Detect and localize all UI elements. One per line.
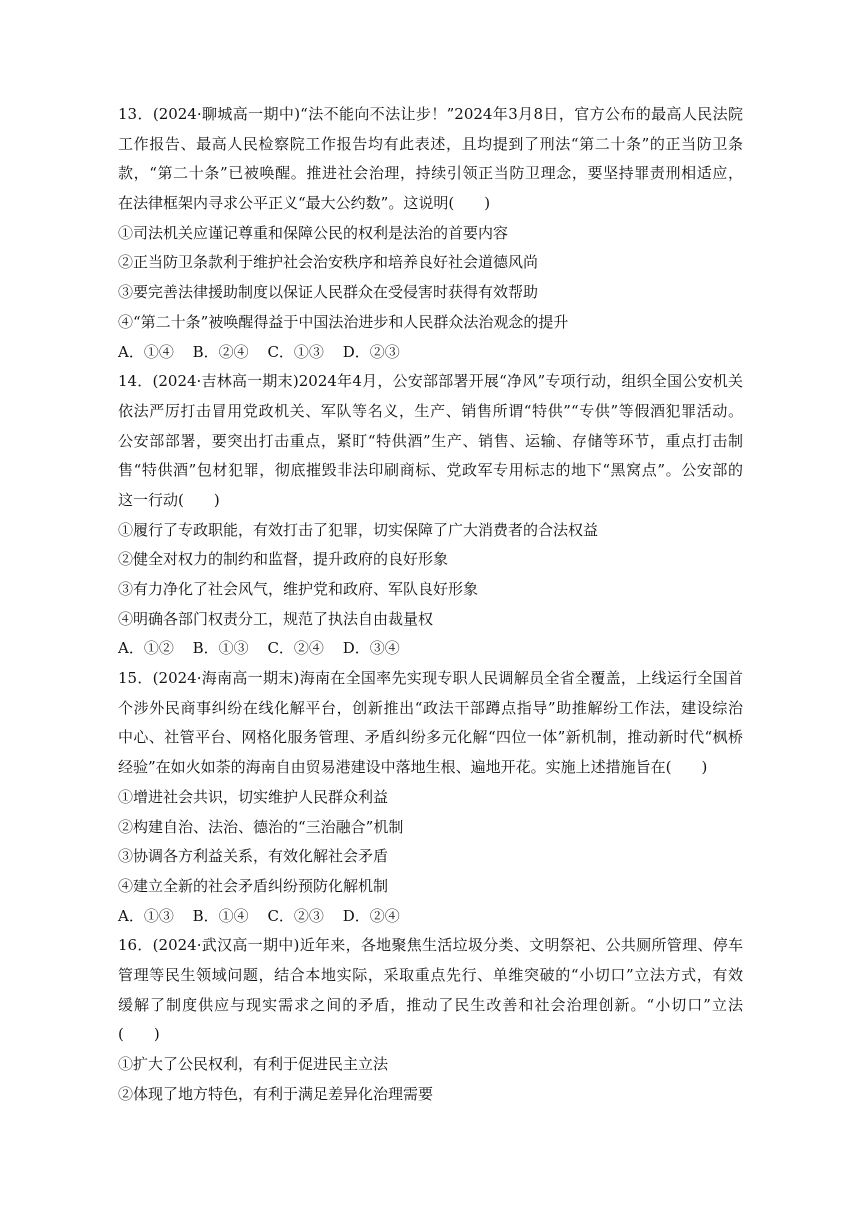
- option-2: ②健全对权力的制约和监督，提升政府的良好形象: [118, 550, 449, 569]
- option-2: ②体现了地方特色，有利于满足差异化治理需要: [118, 1084, 434, 1103]
- option-3: ③要完善法律援助制度以保证人民群众在受侵害时获得有效帮助: [118, 283, 539, 302]
- option-1: ①增进社会共识，切实维护人民群众利益: [118, 787, 389, 806]
- question-stem-line: 13．(2024·聊城高一期中)“法不能向不法让步！”2024年3月8日，官方公布的最高人民法院: [118, 105, 743, 123]
- answer-d: D．②③: [342, 342, 400, 361]
- answer-d: D．②④: [342, 906, 400, 925]
- answer-b: B．①④: [192, 906, 249, 925]
- question-stem-line: 15．(2024·海南高一期末)海南在全国率先实现专职人民调解员全省全覆盖，上线运行全国首: [118, 669, 743, 688]
- answer-b: B．②④: [192, 342, 249, 361]
- question-stem-line: 公安部部署，要突出打击重点，紧盯“特供酒”生产、销售、运输、存储等环节，重点打击制: [118, 431, 743, 450]
- answer-a: A．①③: [118, 906, 174, 925]
- option-4: ④“第二十条”被唤醒得益于中国法治进步和人民群众法治观念的提升: [118, 312, 569, 331]
- option-4: ④明确各部门权责分工，规范了执法自由裁量权: [118, 609, 434, 628]
- answer-choices: [118, 338, 743, 368]
- option-3: ③有力净化了社会风气，维护党和政府、军队良好形象: [118, 580, 479, 598]
- option-3: ③协调各方利益关系，有效化解社会矛盾: [118, 847, 389, 866]
- option-4: ④建立全新的社会矛盾纠纷预防化解机制: [118, 876, 389, 895]
- option-2: ②正当防卫条款利于维护社会治安秩序和培养良好社会道德风尚: [118, 253, 539, 272]
- question-13: [118, 100, 743, 367]
- question-stem-line: 经验”在如火如荼的海南自由贸易港建设中落地生根、遍地开花。实施上述措施旨在( ): [118, 758, 708, 777]
- option-1: ①扩大了公民权利，有利于促进民主立法: [118, 1055, 389, 1073]
- question-16: [118, 931, 743, 1109]
- question-stem-line: 个涉外民商事纠纷在线化解平台，创新推出“政法干部蹲点指导”助推解纷工作法，建设综治: [118, 698, 743, 717]
- question-15: [118, 664, 743, 931]
- question-stem-line: 14．(2024·吉林高一期末)2024年4月，公安部部署开展“净风”专项行动，组织全国公安机关: [118, 372, 743, 391]
- answer-a: A．①②: [118, 639, 174, 658]
- question-stem-line: 16．(2024·武汉高一期中)近年来，各地聚焦生活垃圾分类、文明祭祀、公共厕所管理、停车: [118, 936, 743, 955]
- question-stem-line: 在法律框架内寻求公平正义“最大公约数”。这说明( ): [118, 194, 491, 213]
- option-1: ①司法机关应谨记尊重和保障公民的权利是法治的首要内容: [118, 223, 509, 242]
- answer-c: C．①③: [267, 342, 324, 361]
- question-list: [118, 100, 743, 1109]
- answer-choices: [118, 634, 743, 664]
- question-stem-line: 缓解了制度供应与现实需求之间的矛盾，推动了民生改善和社会治理创新。“小切口”立法: [118, 995, 743, 1014]
- answer-choices: [118, 902, 743, 932]
- question-stem-line: 款，“第二十条”已被唤醒。推进社会治理，持续引领正当防卫理念，要坚持罪责刑相适应，: [118, 164, 743, 183]
- question-stem-line: 中心、社管平台、网格化服务管理、矛盾纠纷多元化解“四位一体”新机制，推动新时代“枫桥: [118, 728, 743, 747]
- question-stem-line: 售“特供酒”包材犯罪，彻底摧毁非法印刷商标、党政军专用标志的地下“黑窝点”。公安部的: [118, 461, 743, 480]
- option-2: ②构建自治、法治、德治的“三治融合”机制: [118, 817, 404, 836]
- option-1: ①履行了专政职能，有效打击了犯罪，切实保障了广大消费者的合法权益: [118, 520, 599, 539]
- question-stem-line: 依法严厉打击冒用党政机关、军队等名义，生产、销售所谓“特供”“专供”等假酒犯罪活动。: [118, 401, 743, 420]
- question-stem-line: ( ): [118, 1025, 160, 1044]
- question-stem-line: 这一行动( ): [118, 490, 220, 509]
- answer-a: A．①④: [118, 342, 174, 361]
- answer-c: C．②④: [267, 639, 324, 658]
- question-stem-line: 工作报告、最高人民检察院工作报告均有此表述，且均提到了刑法“第二十条”的正当防卫条: [118, 134, 743, 153]
- answer-c: C．②③: [267, 906, 324, 925]
- answer-b: B．①③: [192, 639, 249, 658]
- answer-d: D．③④: [342, 639, 400, 658]
- question-stem-line: 管理等民生领域问题，结合本地实际，采取重点先行、单维突破的“小切口”立法方式，有效: [118, 965, 743, 984]
- question-14: [118, 367, 743, 664]
